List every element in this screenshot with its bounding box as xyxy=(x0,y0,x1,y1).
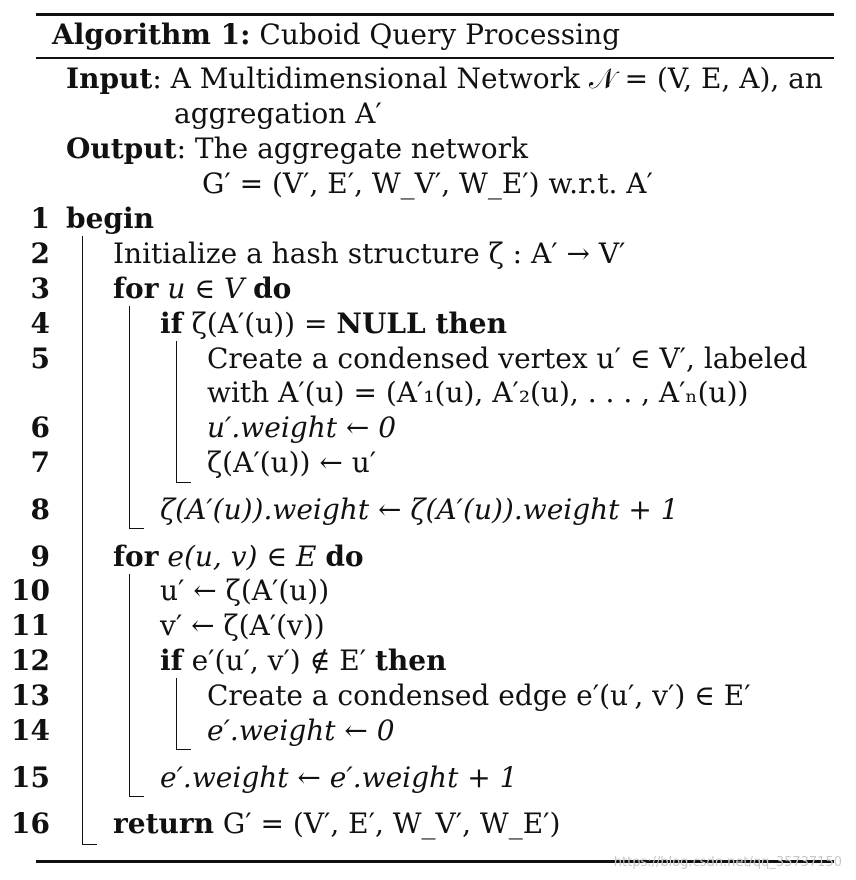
statement: e′(u′, v′) ∉ E′ xyxy=(182,644,375,677)
input-text-cont: aggregation A′ xyxy=(174,97,382,130)
code-line xyxy=(160,574,329,608)
line-number: 4 xyxy=(30,307,50,340)
line-number: 12 xyxy=(11,644,50,677)
algorithm-label: Algorithm 1: xyxy=(52,18,251,51)
line-number: 11 xyxy=(11,609,50,642)
if-edge-block-guide xyxy=(176,678,191,750)
for-edge-block-guide xyxy=(129,574,144,797)
statement: u ∈ V xyxy=(158,272,254,305)
statement: e(u, v) ∈ E xyxy=(158,540,326,573)
keyword: if xyxy=(160,644,183,677)
output-text: : The aggregate network xyxy=(176,132,528,165)
input-text: : A Multidimensional Network 𝒩 = (V, E, A), an xyxy=(152,62,823,95)
algorithm-title: Cuboid Query Processing xyxy=(259,18,621,51)
statement: ζ(A′(u)) ← u′ xyxy=(207,446,377,479)
keyword: NULL then xyxy=(336,307,507,340)
keyword: for xyxy=(113,540,159,573)
keyword: return xyxy=(113,807,214,840)
keyword: do xyxy=(253,272,292,305)
top-rule xyxy=(36,13,834,16)
code-line xyxy=(207,411,396,445)
keyword: begin xyxy=(66,202,154,235)
watermark: https://blog.csdn.net/qq_35737150 xyxy=(613,855,842,870)
statement: Create a condensed vertex u′ ∈ V′, labeled xyxy=(207,342,808,375)
line-number: 5 xyxy=(30,342,50,375)
code-line xyxy=(113,237,625,271)
header-rule xyxy=(36,57,834,59)
line-number: 7 xyxy=(30,446,50,479)
line-number: 16 xyxy=(11,807,50,840)
statement: u′ ← ζ(A′(u)) xyxy=(160,574,330,607)
algorithm-header xyxy=(52,18,620,52)
code-line xyxy=(207,714,395,748)
keyword: if xyxy=(160,307,183,340)
output-text-cont: G′ = (V′, E′, W_V′, W_E′) w.r.t. A′ xyxy=(202,167,653,200)
output-line-1 xyxy=(66,132,528,166)
line-number: 1 xyxy=(30,202,50,235)
statement: with A′(u) = (A′₁(u), A′₂(u), . . . , A′ₙ(u)) xyxy=(207,376,749,409)
code-line xyxy=(160,609,325,643)
line-number: 13 xyxy=(11,679,50,712)
input-line-2 xyxy=(174,97,382,131)
code-line xyxy=(207,679,751,713)
input-label: Input xyxy=(66,62,153,95)
if-null-block-guide xyxy=(176,341,191,483)
statement: ζ(A′(u)).weight ← ζ(A′(u)).weight + 1 xyxy=(160,493,679,526)
output-line-2 xyxy=(202,167,653,201)
keyword: do xyxy=(325,540,364,573)
code-line xyxy=(160,493,679,527)
keyword: for xyxy=(113,272,159,305)
input-line-1 xyxy=(66,62,823,96)
line-number: 3 xyxy=(30,272,50,305)
code-line xyxy=(113,807,560,841)
statement: e′.weight ← e′.weight + 1 xyxy=(160,761,518,794)
code-line xyxy=(207,342,807,376)
output-label: Output xyxy=(66,132,177,165)
line-number: 8 xyxy=(30,493,50,526)
code-line xyxy=(207,446,376,480)
statement: ζ(A′(u)) = xyxy=(182,307,337,340)
begin-block-guide xyxy=(82,236,97,845)
code-line xyxy=(113,272,291,306)
statement: u′.weight ← 0 xyxy=(207,411,397,444)
statement: e′.weight ← 0 xyxy=(207,714,395,747)
code-line xyxy=(160,761,517,795)
for-vertex-block-guide xyxy=(129,306,144,529)
statement: Initialize a hash structure ζ : A′ → V′ xyxy=(113,237,626,270)
line-number: 10 xyxy=(11,574,50,607)
statement: v′ ← ζ(A′(v)) xyxy=(160,609,325,642)
code-line xyxy=(113,540,364,574)
code-line xyxy=(207,376,748,410)
code-line xyxy=(160,307,507,341)
line-number: 6 xyxy=(30,411,50,444)
code-line-begin xyxy=(66,202,154,236)
statement: G′ = (V′, E′, W_V′, W_E′) xyxy=(213,807,561,840)
line-number: 9 xyxy=(30,540,50,573)
keyword: then xyxy=(374,644,447,677)
statement: Create a condensed edge e′(u′, v′) ∈ E′ xyxy=(207,679,751,712)
code-line xyxy=(160,644,446,678)
line-number: 15 xyxy=(11,761,50,794)
line-number: 2 xyxy=(30,237,50,270)
line-number: 14 xyxy=(11,714,50,747)
